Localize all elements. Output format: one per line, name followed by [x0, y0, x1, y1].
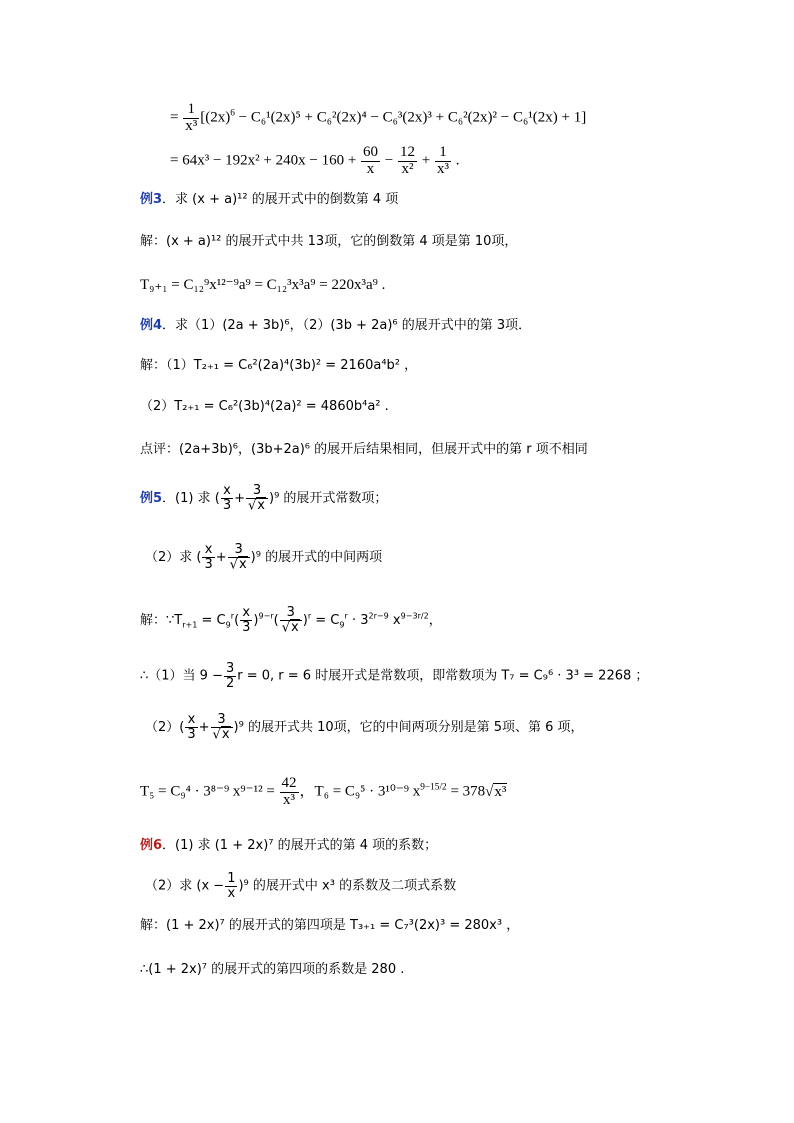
example-6-solution-2 [140, 962, 404, 978]
fraction-3-over-sqrt-x-b: $\frac{3}{√x}$ [228, 543, 250, 572]
bracket-open: [(2x) [200, 109, 231, 126]
example-5-q2-pre: （2）求 ( [145, 549, 202, 565]
example-5-result-1 [140, 662, 648, 690]
t5-formula: T₅ = C₉⁴ · 3⁸⁻⁹ x⁹⁻¹² = [140, 783, 275, 800]
example-5-sol-pre: 解：∵T [140, 612, 183, 628]
example-6-solution-1 [140, 918, 519, 934]
example-3-question [140, 192, 398, 208]
fraction-3-over-sqrt-x: $\frac{3}{√x}$ [246, 484, 268, 513]
expansion-terms: − C₆¹(2x)⁵ + C₆²(2x)⁴ − C₆³(2x)³ + C₆²(2x)² − C₆¹(2x) + 1] [238, 109, 587, 126]
example-6-solution-1-text: 解：(1 + 2x)⁷ 的展开式的第四项是 T₃₊₁ = C₇³(2x)³ = 280x³ ， [140, 918, 520, 933]
example-5-question-2: （2）求 ( $\frac{x}{3}$ + $\frac{3}{√x}$ )⁹ 的展开式的中间两项 [145, 542, 383, 572]
example-6-q2-post: )⁹ 的展开式中 x³ 的系数及二项式系数 [238, 878, 457, 894]
fraction-60-over-x: $\frac{60}{x}$ [363, 144, 379, 177]
fraction-3-over-2: $\frac{3}{2}$ [225, 661, 235, 691]
example-4-label: 例4 [140, 318, 163, 333]
example-5-label: 例5 [140, 490, 163, 506]
example-4-solution-2-text: （2）T₂₊₁ = C₆²(3b)⁴(2a)² = 4860b⁴a² . [140, 399, 389, 414]
polynomial-terms: = 64x³ − 192x² + 240x − 160 + [170, 152, 357, 169]
expansion-line-2: = 64x³ − 192x² + 240x − 160 + $\frac{60}{x}$ − $\frac{12}{\text{x²}}$ + $\frac{1}{\text{x³}}$ . [170, 144, 460, 177]
example-4-comment-text: 点评：(2a+3b)⁶，(3b+2a)⁶ 的展开后结果相同，但展开式中的第 r 项不相同 [140, 442, 588, 457]
fraction-3-over-sqrt-x-d: $\frac{3}{√x}$ [211, 713, 233, 742]
example-6-question-2 [145, 872, 456, 900]
fraction-3-over-sqrt-x-c: $\frac{3}{√x}$ [280, 606, 302, 635]
fraction-x-over-3: $\frac{x}{3}$ [222, 483, 232, 513]
example-4-comment [140, 442, 588, 458]
fraction-x-over-3-b: $\frac{x}{3}$ [204, 542, 213, 572]
fraction-42-over-x3: $\frac{42}{\text{x³}}$ [281, 775, 297, 808]
example-5-terms: T₅ = C₉⁴ · 3⁸⁻⁹ x⁹⁻¹² = $\frac{42}{\text{x³}}$ ，T₆ = C₉⁵ · 3¹⁰⁻⁹ $x^{9-15/2} = 378√x^3$ [140, 775, 507, 808]
example-6-q2-pre: （2）求 (x − [145, 878, 225, 894]
example-4-question [140, 318, 531, 334]
example-5-q2-post: )⁹ 的展开式的中间两项 [250, 549, 383, 565]
example-6-q1-text: ．(1) 求 (1 + 2x)⁷ 的展开式的第 4 项的系数； [162, 838, 438, 853]
example-3-solution-text: 解：(x + a)¹² 的展开式中共 13项，它的倒数第 4 项是第 10项， [140, 234, 518, 249]
equals-sign: = [170, 109, 179, 126]
example-5-sol-post: ， [428, 612, 442, 628]
fraction-1-over-x3: $\frac{1}{\text{x³}}$ [185, 101, 198, 134]
example-6-question-1 [140, 838, 437, 854]
example-5-result-pre: ∴（1）当 9 − [140, 668, 223, 684]
example-5-q1-pre: ．(1) 求 ( [162, 490, 220, 506]
example-5-solution: 解：$\because T_{r+1} = C_9^r$( $\frac{x}{3}$ )$^{9-r}$( $\frac{3}{√x}$ )$^r = C_9^r \cdot 3^{2r-9}$ $x^{9-3r/2}$， [140, 605, 442, 635]
example-3-solution-2 [140, 276, 385, 294]
example-5-mid-post: )⁹ 的展开式共 10项，它的中间两项分别是第 5项、第 6 项， [233, 719, 584, 735]
example-3-label: 例3 [140, 192, 163, 207]
fraction-1-over-x: $\frac{1}{x}$ [227, 871, 236, 901]
expansion-line-1: = $\frac{1}{\text{x³}}$ $[(2x)^6 - C_6^1(2x)^5 + C_6^2(2x)^4 - C_6^3(2x)^3 + C_6^2(2x)^2 - C_6^1(2x) + 1]$ [170, 101, 587, 134]
fraction-12-over-x2: $\frac{12}{\text{x²}}$ [400, 144, 416, 177]
example-5-question-1: 例5．(1) 求 ( $\frac{x}{3}$ + $\frac{3}{√x}$ )⁹ 的展开式常数项； [140, 483, 388, 513]
t6-value: = 378 [450, 783, 486, 800]
t6-formula: ，T₆ = C₉⁵ · 3¹⁰⁻⁹ x [299, 783, 421, 800]
fraction-x-over-3-d: $\frac{x}{3}$ [187, 712, 196, 742]
example-4-solution-1 [140, 358, 417, 374]
example-6-solution-2-text: ∴(1 + 2x)⁷ 的展开式的第四项的系数是 280 . [140, 962, 405, 977]
example-4-solution-1-text: 解：（1）T₂₊₁ = C₆²(2a)⁴(3b)² = 2160a⁴b² ， [140, 358, 418, 373]
example-6-label: 例6 [140, 838, 163, 853]
example-5-q1-post: )⁹ 的展开式常数项； [269, 490, 388, 506]
example-5-mid-pre: （2）( [145, 719, 185, 735]
example-5-result-2: （2）( $\frac{x}{3}$ + $\frac{3}{√x}$ )⁹ 的展开式共 10项，它的中间两项分别是第 5项、第 6 项， [145, 712, 584, 742]
example-3-solution-1 [140, 234, 517, 250]
period: . [455, 152, 460, 169]
example-3-text: ．求 (x + a)¹² 的展开式中的倒数第 4 项 [162, 192, 399, 207]
example-4-solution-2 [140, 399, 389, 415]
fraction-x-over-3-c: $\frac{x}{3}$ [242, 605, 251, 635]
fraction-1-over-x3-b: $\frac{1}{\text{x³}}$ [436, 144, 449, 177]
example-5-result-post: r = 0, r = 6 时展开式是常数项，即常数项为 T₇ = C₉⁶ · 3³ = 2268 ； [237, 668, 649, 684]
example-3-formula: T₉₊₁ = C₁₂⁹x¹²⁻⁹a⁹ = C₁₂³x³a⁹ = 220x³a⁹ . [140, 277, 386, 293]
example-4-text: ．求（1）(2a + 3b)⁶，（2）(3b + 2a)⁶ 的展开式中的第 3项． [162, 318, 532, 333]
